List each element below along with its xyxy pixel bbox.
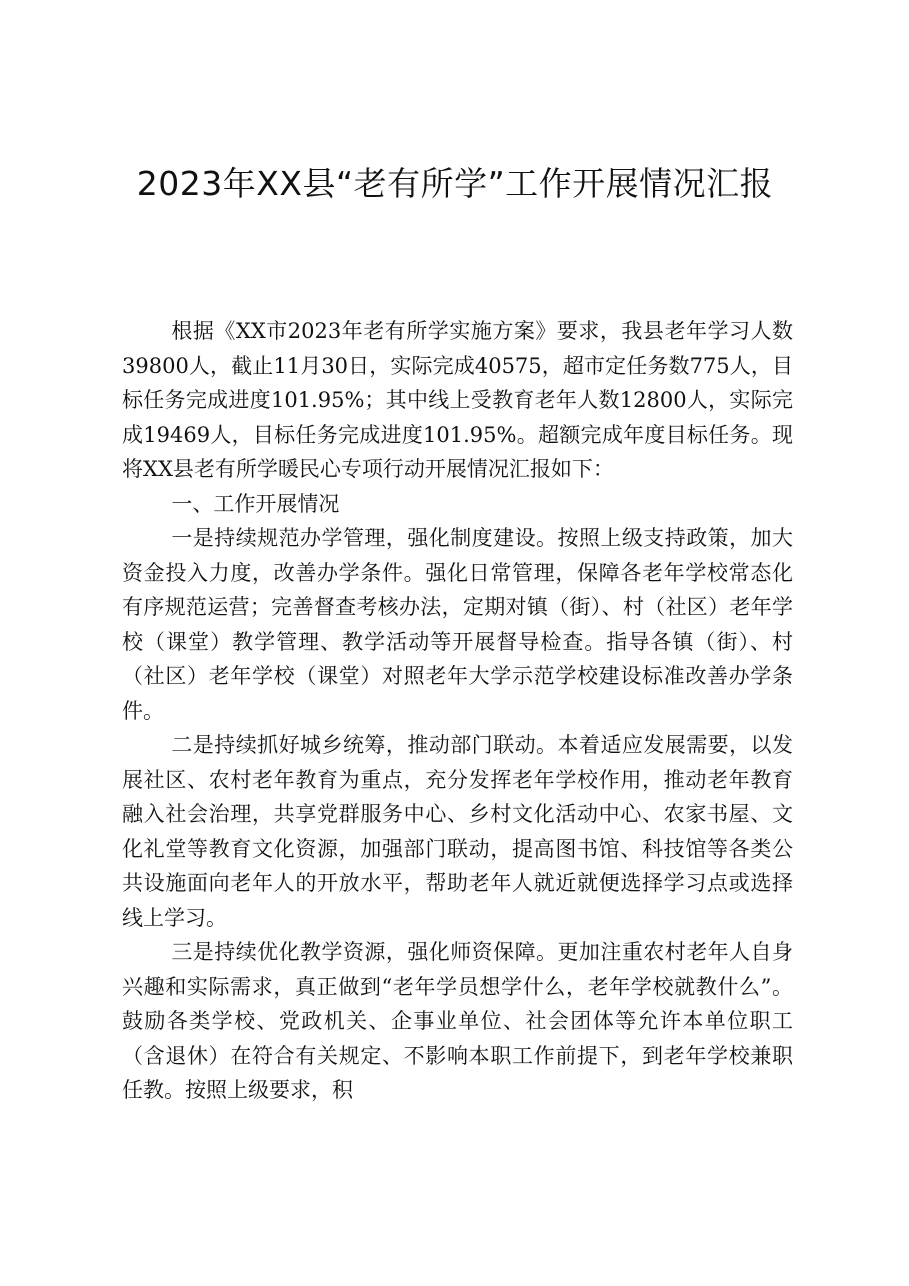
section-heading: 一、工作开展情况 (171, 491, 340, 516)
document-body (122, 314, 793, 1108)
paragraph-2: 二是持续抓好城乡统筹，推动部门联动。本着适应发展需要，以发展社区、农村老年教育为重点，充分发挥老年学校作用，推动老年教育融入社会治理，共享党群服务中心、乡村文化活动中心、农家书屋、文化礼堂等教育文化资源，加强部门联动，提高图书馆、科技馆等各类公共设施面向老年人的开放水平，帮助老年人就近就便选择学习点或选择线上学习。 (122, 733, 793, 930)
document-title: 2023年XX县“老有所学”工作开展情况汇报 (136, 164, 774, 203)
paragraph-3: 三是持续优化教学资源，强化师资保障。更加注重农村老年人自身兴趣和实际需求，真正做到“老年学员想学什么，老年学校就教什么”。鼓励各类学校、党政机关、企事业单位、社会团体等允许本单位职工（含退休）在符合有关规定、不影响本职工作前提下，到老年学校兼职任教。按照上级要求，积 (122, 940, 793, 1102)
paragraph-1: 一是持续规范办学管理，强化制度建设。按照上级支持政策，加大资金投入力度，改善办学条件。强化日常管理，保障各老年学校常态化有序规范运营；完善督查考核办法，定期对镇（街）、村（社区）老年学校（课堂）教学管理、教学活动等开展督导检查。指导各镇（街）、村（社区）老年学校（课堂）对照老年大学示范学校建设标准改善办学条件。 (122, 526, 793, 723)
intro-paragraph: 根据《XX市2023年老有所学实施方案》要求，我县老年学习人数39800人，截止11月30日，实际完成40575，超市定任务数775人，目标任务完成进度101.95%；其中线上受教育老年人数12800人，实际完成19469人，目标任务完成进度101.95%。超额完成年度目标任务。现将XX县老有所学暖民心专项行动开展情况汇报如下： (122, 319, 793, 481)
